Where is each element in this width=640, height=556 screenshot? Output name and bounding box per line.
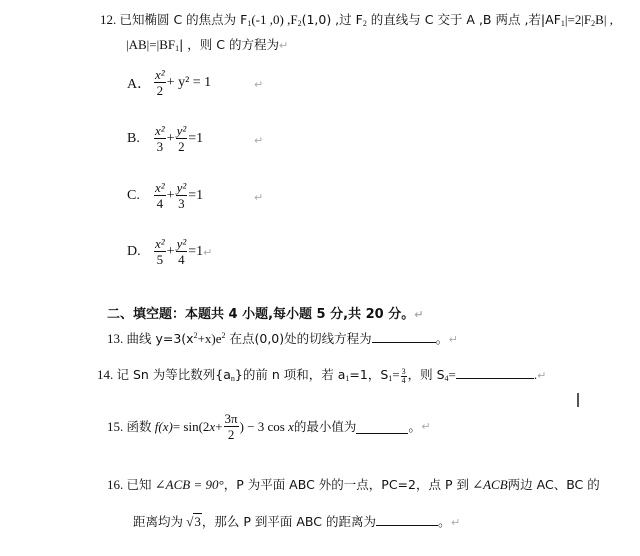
equation-rest: + y² = 1 <box>166 75 212 90</box>
section-heading <box>107 303 423 322</box>
fraction <box>154 237 166 267</box>
text: | ，则 C 的方程为 <box>179 37 279 52</box>
text: 函数 <box>126 419 152 434</box>
text: 记 Sn 为等比数列{a <box>116 367 231 382</box>
answer-blank[interactable] <box>372 330 436 343</box>
text: ，P 为平面 ABC 外的一点，PC=2，点 P 到 <box>223 477 469 492</box>
numerator: y² <box>176 236 187 251</box>
fraction <box>176 181 188 211</box>
option-label: A． <box>127 77 152 92</box>
answer-blank[interactable] <box>456 366 534 379</box>
denominator: 4 <box>156 196 164 211</box>
paragraph-mark-icon: ↵ <box>414 308 424 321</box>
text: ) − 3 cos <box>239 419 285 434</box>
equals: =1 <box>188 244 204 259</box>
question-number: 16. <box>107 477 124 492</box>
sub: 1 <box>247 19 252 28</box>
text: 两边 AC、BC 的 <box>507 477 600 492</box>
text: +x)e <box>197 331 222 346</box>
sqrt-symbol: √ <box>186 514 194 529</box>
sub: n <box>230 374 235 383</box>
sub: 4 <box>444 374 449 383</box>
numerator: x² <box>155 123 165 138</box>
denominator: 2 <box>156 83 164 98</box>
paragraph-mark-icon: ↵ <box>254 191 264 204</box>
numerator: x² <box>155 67 165 82</box>
angle: ∠ACB = 90° <box>154 477 224 492</box>
sup: 2 <box>193 331 198 340</box>
answer-blank[interactable] <box>356 421 408 434</box>
question-14 <box>97 366 546 387</box>
text: (1,0) ,过 F <box>301 12 363 27</box>
text: x <box>288 419 294 434</box>
text: + <box>215 419 223 434</box>
radicand: 3 <box>194 514 201 529</box>
sub: 1 <box>560 19 565 28</box>
text: 。 <box>435 331 449 346</box>
paragraph-mark-icon: ↵ <box>448 333 458 346</box>
paragraph-mark-icon: ↵ <box>421 420 431 433</box>
text: B| , <box>595 12 613 27</box>
sub: 2 <box>591 19 596 28</box>
fraction <box>176 237 188 267</box>
question-15 <box>107 412 431 442</box>
option-c <box>127 181 203 211</box>
text: ，那么 P 到平面 ABC 的距离为 <box>201 514 376 529</box>
sub: 2 <box>362 19 367 28</box>
text: 。 <box>408 419 422 434</box>
denominator: 3 <box>178 196 185 211</box>
paragraph-mark-icon: ↵ <box>254 78 264 91</box>
text: ，则 S <box>407 367 445 382</box>
sub: 1 <box>175 44 180 53</box>
text: 在点(0,0)处的切线方程为 <box>225 331 372 346</box>
denominator: 4 <box>401 375 406 385</box>
denominator: 3 <box>156 139 164 154</box>
paragraph-mark-icon: ↵ <box>451 516 461 529</box>
text: 。 <box>437 514 451 529</box>
fraction <box>224 412 239 442</box>
equals: =1 <box>188 131 204 146</box>
text: 已知 <box>126 477 152 492</box>
text: = <box>448 367 456 382</box>
option-label: C. <box>127 188 140 203</box>
text: }的前 n 项和，若 a <box>234 367 346 382</box>
text: 曲线 y=3(x <box>126 331 194 346</box>
text: |AB|=|BF <box>126 37 176 52</box>
option-b <box>127 124 203 154</box>
fraction <box>176 124 188 154</box>
text: =1，S <box>349 367 389 382</box>
question-number: 12. <box>100 12 117 27</box>
option-label: D. <box>127 244 141 259</box>
question-13 <box>107 328 458 348</box>
text-cursor <box>577 393 579 407</box>
paragraph-mark-icon: ↵ <box>537 369 547 382</box>
numerator: 3 <box>401 366 406 376</box>
question-12-line1 <box>100 12 613 32</box>
text: 距离均为 <box>133 514 184 529</box>
equals: =1 <box>188 188 204 203</box>
paragraph-mark-icon: ↵ <box>203 245 213 259</box>
text: 已知椭圆 C 的焦点为 F <box>119 12 248 27</box>
paragraph-mark-icon: ↵ <box>278 39 289 52</box>
question-16-line1 <box>107 477 600 493</box>
fraction <box>154 68 166 98</box>
option-d <box>127 237 212 267</box>
plus: + <box>166 188 175 203</box>
denominator: 4 <box>178 252 185 267</box>
fraction <box>401 368 407 385</box>
square-root <box>186 514 202 530</box>
paragraph-mark-icon: ↵ <box>254 134 264 147</box>
question-number: 14. <box>97 367 114 382</box>
text: 的最小值为 <box>293 419 357 434</box>
denominator: 2 <box>178 139 185 154</box>
numerator: x² <box>155 236 165 251</box>
numerator: y² <box>176 180 187 195</box>
fraction <box>154 181 166 211</box>
numerator: 3π <box>224 411 238 426</box>
sup: 2 <box>221 331 226 340</box>
plus: + <box>166 131 175 146</box>
plus: + <box>166 244 175 259</box>
denominator: 2 <box>227 427 235 442</box>
numerator: x² <box>155 180 165 195</box>
text: = sin(2 <box>172 419 210 434</box>
heading-text: 二、填空题：本题共 4 小题,每小题 5 分,共 20 分。 <box>107 307 415 322</box>
text: 的直线与 C 交于 A ,B 两点 ,若|AF <box>366 12 561 27</box>
text: f(x) <box>154 419 173 434</box>
sub: 1 <box>388 374 393 383</box>
question-16-line2 <box>133 513 460 531</box>
question-number: 15. <box>107 419 124 434</box>
text: |=2|F <box>564 12 592 27</box>
angle: ∠ACB <box>472 477 508 492</box>
text: x <box>209 419 216 434</box>
sub: 2 <box>297 19 302 28</box>
question-12-line2 <box>126 37 288 57</box>
numerator: y² <box>176 123 187 138</box>
text: = <box>392 367 400 382</box>
text: (-1 ,0) ,F <box>251 12 298 27</box>
text: . <box>533 367 538 382</box>
option-label: B. <box>127 131 140 146</box>
sub: 1 <box>345 374 350 383</box>
fraction <box>154 124 166 154</box>
denominator: 5 <box>156 252 164 267</box>
answer-blank[interactable] <box>376 513 438 526</box>
option-a <box>127 68 211 98</box>
question-number: 13. <box>107 331 124 346</box>
